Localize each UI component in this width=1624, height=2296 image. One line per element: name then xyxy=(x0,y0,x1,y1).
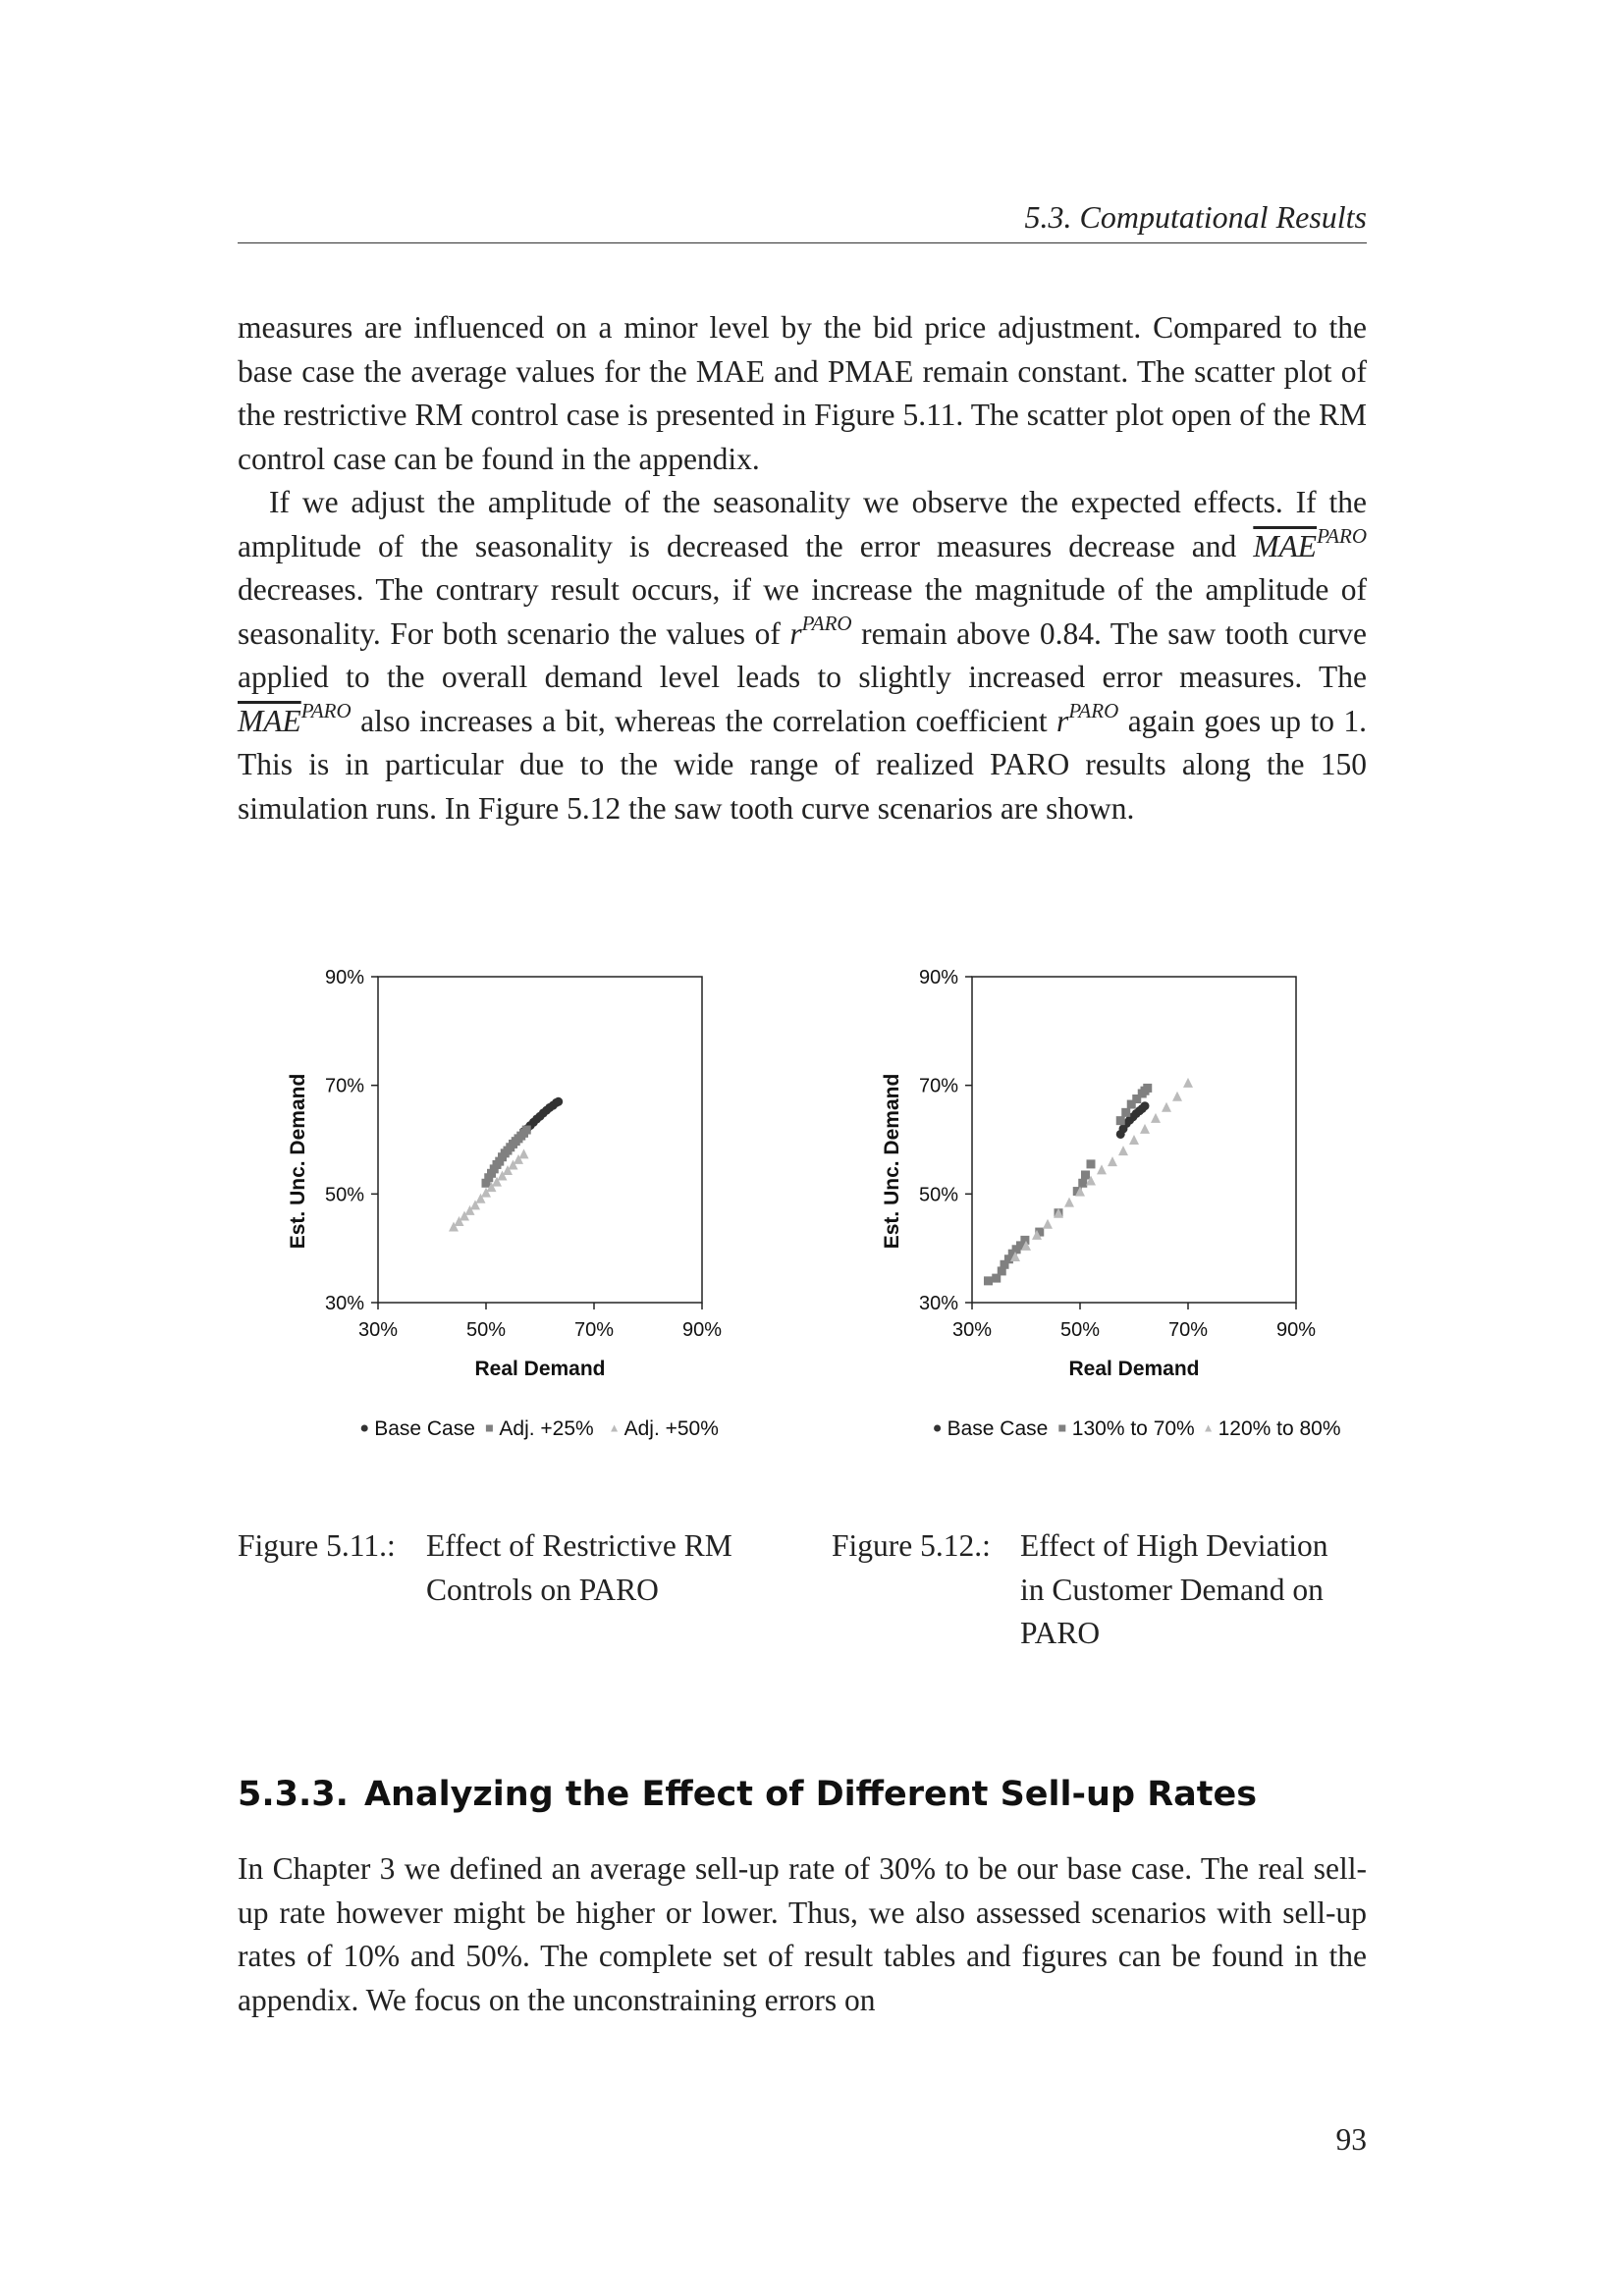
data-point-120-to-80 xyxy=(1162,1102,1171,1112)
figure-5-11-caption-line: Effect of Restrictive RM xyxy=(426,1528,732,1563)
data-point-120-to-80 xyxy=(1183,1078,1193,1088)
figure-5-11-caption xyxy=(238,1524,787,1662)
y-tick-label: 30% xyxy=(324,1293,364,1314)
figure-5-11-caption-line: Controls on PARO xyxy=(426,1572,659,1607)
x-tick-label: 70% xyxy=(1167,1319,1209,1341)
body-text-top xyxy=(238,306,1367,830)
legend-label-130-to-70: 130% to 70% xyxy=(1071,1417,1195,1440)
data-point-adj-50 xyxy=(519,1148,529,1158)
data-point-130-to-70 xyxy=(1143,1084,1152,1093)
data-point-130-to-70 xyxy=(1116,1116,1125,1125)
plot-area xyxy=(378,977,702,1303)
y-tick-label: 70% xyxy=(918,1075,958,1097)
legend-marker-130-to-70 xyxy=(1058,1425,1065,1432)
legend-label-120-to-80: 120% to 80% xyxy=(1218,1417,1341,1440)
y-tick-label: 30% xyxy=(918,1293,958,1314)
data-point-120-to-80 xyxy=(1129,1135,1139,1145)
figure-5-12-caption-line: Effect of High Deviation xyxy=(1020,1528,1328,1563)
mae-symbol: $\overline{MAE}$ xyxy=(1253,528,1318,563)
scatter-chart-figure-5-12 xyxy=(859,947,1360,1458)
legend-marker-adj-25 xyxy=(486,1425,493,1432)
data-point-120-to-80 xyxy=(1043,1219,1053,1229)
y-tick-label: 90% xyxy=(324,967,364,988)
figure-5-11-number: Figure 5.11.: xyxy=(238,1528,396,1563)
running-header xyxy=(238,193,1367,243)
x-tick-label: 30% xyxy=(357,1319,399,1341)
x-tick-label: 50% xyxy=(1059,1319,1101,1341)
scatter-chart-figure-5-11 xyxy=(265,947,766,1458)
section-title: Analyzing the Effect of Different Sell-up Rates xyxy=(363,1775,1258,1814)
data-point-120-to-80 xyxy=(1118,1146,1128,1155)
x-axis-label: Real Demand xyxy=(1068,1358,1200,1380)
r-symbol: r xyxy=(1056,703,1069,738)
x-tick-label: 90% xyxy=(681,1319,723,1341)
legend-marker-base-case xyxy=(934,1425,941,1432)
mae-symbol: $\overline{MAE}$ xyxy=(238,703,301,738)
x-tick-label: 30% xyxy=(951,1319,993,1341)
data-point-120-to-80 xyxy=(1108,1156,1117,1166)
page-number: 93 xyxy=(1335,2122,1367,2157)
body-text-bottom xyxy=(238,1847,1367,2022)
data-point-120-to-80 xyxy=(1151,1113,1161,1123)
figure-5-12-caption-line: in Customer Demand on xyxy=(1020,1572,1324,1607)
legend-label-adj-50: Adj. +50% xyxy=(623,1417,719,1440)
section-number: 5.3.3. xyxy=(238,1775,349,1814)
x-axis-label: Real Demand xyxy=(474,1358,606,1380)
data-point-130-to-70 xyxy=(984,1276,993,1285)
paragraph-3: In Chapter 3 we defined an average sell-up rate of 30% to be our base case. The real sell-up rate however might be higher or lower. Thus, we also assessed scenarios with sell-up rates of 10% and 50%. The complete set of result tables and figures can be found in the appendix. We focus on the unconstraining errors on xyxy=(238,1851,1367,2017)
running-header-title: 5.3. Computational Results xyxy=(1024,199,1367,235)
data-point-130-to-70 xyxy=(1078,1179,1087,1188)
data-point-adj-25 xyxy=(522,1126,531,1135)
legend-label-adj-25: Adj. +25% xyxy=(499,1417,594,1440)
data-point-base-case xyxy=(1141,1101,1150,1110)
y-tick-label: 70% xyxy=(324,1075,364,1097)
y-tick-label: 90% xyxy=(918,967,958,988)
legend-marker-base-case xyxy=(361,1425,368,1432)
x-tick-label: 70% xyxy=(573,1319,615,1341)
legend-label-base-case: Base Case xyxy=(947,1417,1049,1440)
section-heading xyxy=(238,1775,1257,1814)
paragraph-2: If we adjust the amplitude of the seasonality we observe the expected effects. If the amplitude of the seasonality is decreased the error measures decrease and $\overline{MAE}^{PARO}$ decreases. The contrary result occurs, if we increase the magnitude of the amplitude of seasonality. For both scenario the values of $r^{PARO}$ remain above 0.84. The saw tooth curve applied to the overall demand level leads to slightly increased error measures. The $\overline{MAE}^{PARO}$ also increases a bit, whereas the correlation coefficient $r^{PARO}$ again goes up to 1. This is in particular due to the wide range of realized PARO results along the 150 simulation runs. In Figure 5.12 the saw tooth curve scenarios are shown. xyxy=(238,485,1368,826)
r-symbol: r xyxy=(789,615,802,651)
legend-marker-adj-50 xyxy=(611,1425,618,1432)
y-tick-label: 50% xyxy=(918,1184,958,1206)
x-tick-label: 50% xyxy=(465,1319,507,1341)
y-axis-label: Est. Unc. Demand xyxy=(881,1073,903,1250)
data-point-130-to-70 xyxy=(1081,1170,1090,1179)
data-point-120-to-80 xyxy=(1172,1092,1182,1101)
y-axis-label: Est. Unc. Demand xyxy=(287,1073,309,1250)
data-point-130-to-70 xyxy=(1087,1159,1096,1168)
y-tick-label: 50% xyxy=(324,1184,364,1206)
x-tick-label: 90% xyxy=(1275,1319,1317,1341)
paragraph-1: measures are influenced on a minor level by the bid price adjustment. Compared to the base case the average values for the MAE and PMAE remain constant. The scatter plot of the restrictive RM control case is presented in Figure 5.11. The scatter plot open of the RM control case can be found in the appendix. xyxy=(238,310,1367,476)
figure-5-12-caption-line: PARO xyxy=(1020,1616,1101,1650)
figure-5-12-number: Figure 5.12.: xyxy=(832,1528,991,1563)
data-point-130-to-70 xyxy=(1121,1108,1130,1117)
figure-5-12-caption xyxy=(832,1524,1367,1662)
legend-label-base-case: Base Case xyxy=(374,1417,475,1440)
data-point-120-to-80 xyxy=(1097,1164,1107,1174)
data-point-120-to-80 xyxy=(1140,1124,1150,1134)
data-point-120-to-80 xyxy=(1064,1198,1074,1207)
data-point-base-case xyxy=(554,1097,563,1106)
legend-marker-120-to-80 xyxy=(1205,1425,1212,1432)
